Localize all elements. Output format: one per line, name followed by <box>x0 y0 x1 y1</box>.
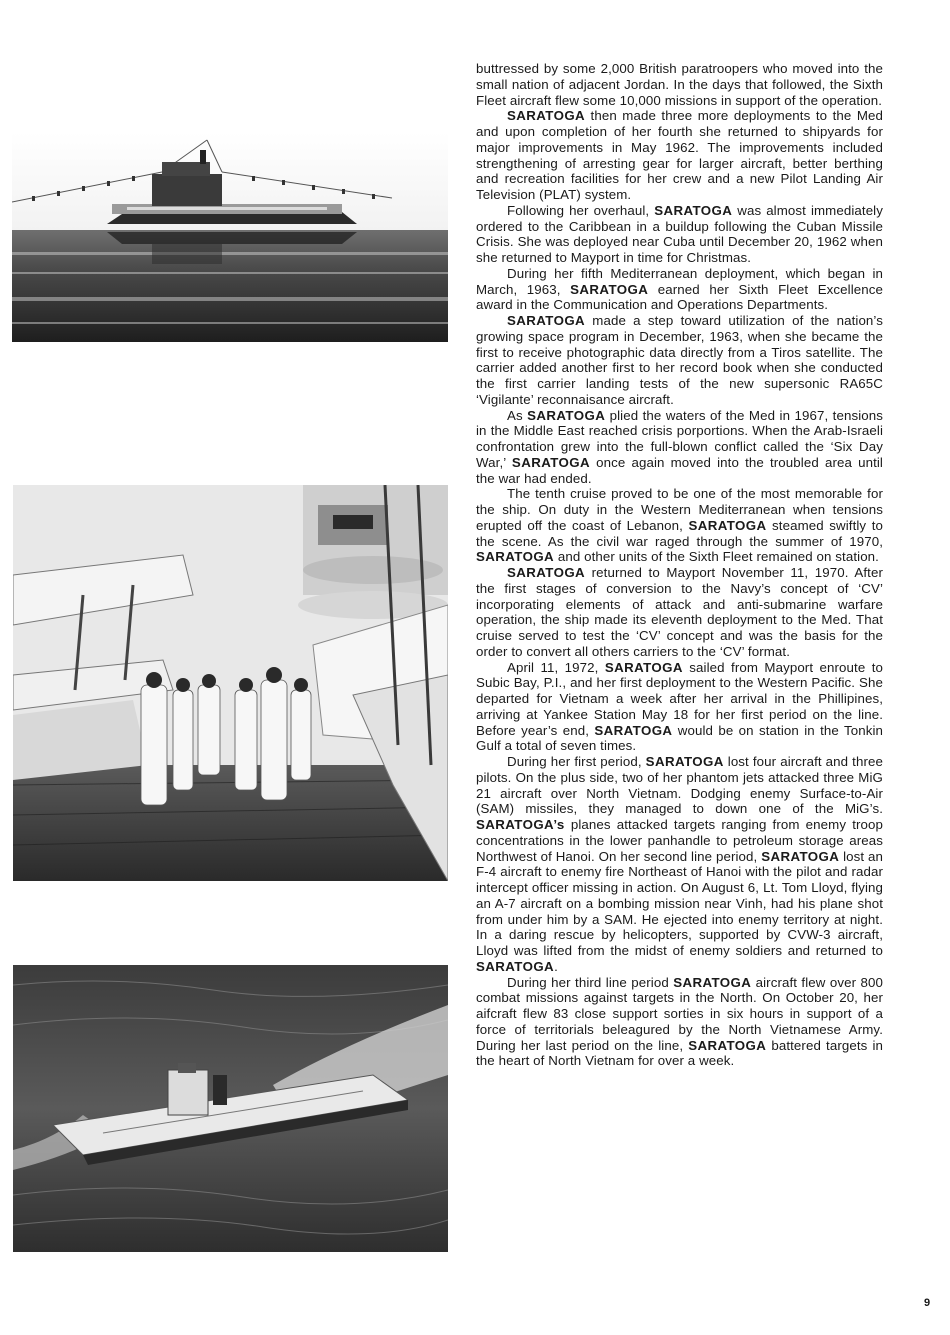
article-paragraph <box>476 975 883 1070</box>
paragraph-text: During her third line period <box>507 974 674 990</box>
ship-name: SARATOGA <box>645 754 724 769</box>
paragraph-text: buttressed by some 2,000 British paratroopers who moved into the small nation of adjacent Jordan. In the days that followed, the Sixth Fleet aircraft flew some 10,000 missions in support of the operation. <box>476 61 883 108</box>
photo-ship-dressed-in-flags <box>12 132 448 342</box>
photo-carrier-at-sea <box>13 965 448 1252</box>
paragraph-text: lost an F-4 aircraft to enemy fire Northeast of Hanoi with the pilot and radar intercept officer missing in action. On August 6, Lt. Tom Lloyd, flying an A-7 aircraft on a bombing mission near Vinh, had his plane shot from under him by a SAM. He ejected into enemy territory at night. In a daring rescue by helicopters, supported by CVW-3 aircraft, Lloyd was lifted from the midst of enemy soldiers and returned to <box>476 848 884 958</box>
ship-name: SARATOGA <box>594 722 673 738</box>
paragraph-text: planes attacked targets ranging from enemy troop concentrations in the lower panhandle to petroleum storage areas Northwest of Hanoi. On her second line period, <box>476 817 883 864</box>
article-paragraph <box>476 108 883 203</box>
ship-name: SARATOGA <box>507 108 586 124</box>
ship-name: SARATOGA <box>654 202 733 218</box>
paragraph-text: earned her Sixth Fleet Excellence award in the Communication and Operations Departments. <box>476 281 883 313</box>
ship-name: SARATOGA <box>761 848 840 864</box>
paragraph-text: Following her overhaul, <box>507 202 655 218</box>
ship-name: SARATOGA <box>570 281 649 297</box>
ship-in-harbor-image <box>12 132 448 342</box>
paragraph-text: was almost immediately ordered to the Caribbean in a buildup following the Cuban Missile Crisis. She was deployed near Cuba until December 20, 1962 when she returned to Mayport in time for Christmas. <box>476 202 883 265</box>
paragraph-text: then made three more deployments to the Med and upon completion of her fourth she returned to shipyards for major improvements in May 1962. The improvements included strengthening of arresting gear for larger aircraft, better berthing and recreation facilities for her crew and a new Pilot Landing Air Television (PLAT) system. <box>476 108 883 202</box>
article-paragraph <box>476 61 883 108</box>
flight-deck-image <box>13 485 448 881</box>
paragraph-text: battered targets in the heart of North Vietnam for over a week. <box>476 1037 884 1069</box>
article-paragraph <box>476 754 883 975</box>
ship-name: SARATOGA <box>688 1037 767 1053</box>
ship-name: SARATOGA <box>507 313 586 328</box>
paragraph-text: returned to Mayport November 11, 1970. After the first stages of conversion to the Navy’s concept of ‘CV’ incorporating elements of attack and anti-submarine warfare operation, the ship made its eleventh deployment to the Med. That cruise served to test the ‘CV’ concept and was the basis for the order to convert all others carriers to the ‘CV’ format. <box>476 565 883 659</box>
article-paragraph <box>476 486 883 565</box>
ship-name: SARATOGA’s <box>476 817 565 832</box>
paragraph-text: . <box>554 958 558 974</box>
article-paragraph <box>476 660 883 755</box>
article-paragraph <box>476 266 883 313</box>
ship-name: SARATOGA <box>673 974 752 990</box>
article-text-column <box>476 61 883 1069</box>
paragraph-text: made a step toward utilization of the nation’s growing space program in December, 1963, when she became the first to receive photographic data directly from a Tiros satellite. The carrier added another first to her record book when she conducted the first carrier landing tests of the new supersonic RA65C ‘Vigilante’ reconnaisance aircraft. <box>476 313 883 407</box>
paragraph-text: The tenth cruise proved to be one of the most memorable for the ship. On duty in the Western Mediterranean when tensions erupted off the coast of Lebanon, <box>476 486 883 533</box>
paragraph-text: would be on station in the Tonkin Gulf a total of seven times. <box>476 722 883 754</box>
paragraph-text: steamed swiftly to the scene. As the civil war raged through the summer of 1970, <box>476 517 883 549</box>
paragraph-text: and other units of the Sixth Fleet remained on station. <box>554 549 879 565</box>
photo-officers-on-flight-deck <box>13 485 448 881</box>
page-number: 9 <box>924 1297 931 1309</box>
paragraph-text: April 11, 1972, <box>507 659 605 675</box>
paragraph-text: sailed from Mayport enroute to Subic Bay, P.I., and her first deployment to the Western Pacific. She departed for Vietnam a week after her arrival in the Phillipines, arriving at Yankee Station May 18 for her first period on the line. Before year’s end, <box>476 659 883 738</box>
paragraph-text: plied the waters of the Med in 1967, tensions in the Middle East reached crisis porportions. When the Arab-Israeli confrontation grew into the full-blown conflict called the ‘Six Day War,’ <box>476 407 883 470</box>
paragraph-text: During her first period, <box>507 754 646 769</box>
ship-name: SARATOGA <box>604 659 683 675</box>
article-paragraph <box>476 203 883 266</box>
ship-name: SARATOGA <box>527 407 606 423</box>
ship-name: SARATOGA <box>476 958 555 974</box>
ship-name: SARATOGA <box>688 517 767 533</box>
article-paragraph <box>476 408 883 487</box>
ship-name: SARATOGA <box>476 549 555 565</box>
paragraph-text: As <box>507 407 528 423</box>
article-paragraph <box>476 313 883 408</box>
paragraph-text: During her fifth Mediterranean deployment, which began in March, 1963, <box>476 265 883 297</box>
article-paragraph <box>476 565 883 660</box>
paragraph-text: lost four aircraft and three pilots. On the plus side, two of her phantom jets attacked three MiG 21 aircraft over North Vietnam. Dodging enemy Surface-to-Air (SAM) missiles, they managed to down one of the MiG’s. <box>476 754 883 817</box>
ship-name: SARATOGA <box>507 565 586 580</box>
paragraph-text: once again moved into the troubled area until the war had ended. <box>476 454 883 486</box>
paragraph-text: aircraft flew over 800 combat missions against targets in the North. On October 20, her aifcraft flew 83 close support sorties in six hours in support of a force of territorials beleagured by the North Vietnamese Army. During her last period on the line, <box>476 974 883 1053</box>
carrier-underway-image <box>13 965 448 1252</box>
ship-name: SARATOGA <box>511 454 590 470</box>
